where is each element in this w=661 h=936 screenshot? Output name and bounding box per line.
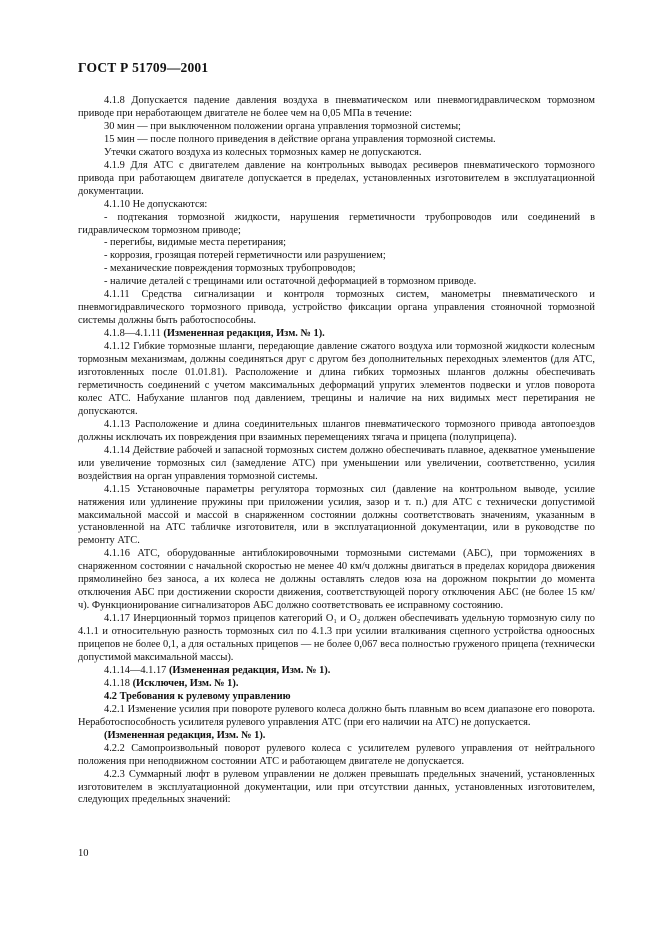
paragraph	[78, 289, 595, 328]
clause-text: (Измененная редакция, Изм. № 1).	[163, 328, 325, 340]
clause-number: 4.2.2	[104, 742, 125, 754]
clause-text: 15 мин — после полного приведения в действие органа управления тормозной системы.	[104, 133, 496, 145]
clause-number: 4.2	[104, 690, 117, 702]
paragraph	[78, 160, 595, 199]
clause-text: Утечки сжатого воздуха из колесных тормозных камер не допускаются.	[104, 146, 422, 158]
document-header: ГОСТ Р 51709—2001	[78, 60, 209, 75]
paragraph	[78, 95, 595, 121]
clause-text: Допускается падение давления воздуха в пневматическом или пневмогидравлическом тормозном приводе при неработающем двигателе не более чем на 0,05 МПа в течение:	[78, 95, 595, 119]
clause-text: Средства сигнализации и контроля тормозных систем, манометры пневматического и пневмогидравлического тормозного привода, устройство фиксации органа управления стояночной тормозной системы должны быть работоспособны.	[78, 289, 595, 327]
paragraph	[78, 147, 595, 160]
clause-number: 4.2.1	[104, 703, 125, 715]
clause-number: 4.1.12	[104, 341, 130, 353]
paragraph	[78, 704, 595, 730]
clause-text: 30 мин — при выключенном положении органа управления тормозной системы;	[104, 120, 461, 132]
clause-number: 4.1.15	[104, 483, 130, 495]
paragraph	[78, 665, 595, 678]
paragraph	[78, 445, 595, 484]
clause-text: Гибкие тормозные шланги, передающие давление сжатого воздуха или тормозной жидкости колесным тормозным механизмам, должны соединяться друг с другом без дополнительных переходных элементов (для АТС, изготовленных после 01.01.81). Расположение и длина гибких тормозных шлангов должны обеспечивать герметичность соединений с учетом максимальных деформаций упругих элементов подвески и углов поворота колес АТС. Набухание шлангов под давлением, трещины и наличие на них видимых мест перетирания не допускаются.	[78, 341, 596, 417]
paragraph	[78, 250, 595, 263]
paragraph	[78, 484, 595, 549]
paragraph	[78, 328, 595, 341]
clause-number: 4.1.16	[104, 548, 130, 560]
paragraph	[78, 613, 595, 665]
clause-number: 4.1.11	[104, 289, 130, 301]
clause-text: - наличие деталей с трещинами или остаточной деформацией в тормозном приводе.	[104, 276, 477, 288]
paragraph	[78, 769, 595, 808]
clause-text: - перегибы, видимые места перетирания;	[104, 237, 287, 249]
clause-text: Для АТС с двигателем давление на контрольных выводах ресиверов пневматического тормозного привода при работающем двигателе допускается в пределах, установленных изготовителем в эксплуатационной документации.	[78, 159, 595, 197]
clause-number: 4.1.14—4.1.17	[104, 664, 167, 676]
paragraph	[78, 341, 595, 419]
paragraph	[78, 199, 595, 212]
clause-text: Изменение усилия при повороте рулевого колеса должно быть плавным во всем диапазоне его поворота. Неработоспособность усилителя рулевого управления АТС (при его наличии на АТС) не допускается.	[78, 703, 595, 728]
clause-text: Требования к рулевому управлению	[119, 690, 291, 702]
paragraph	[78, 276, 595, 289]
clause-text: Самопроизвольный поворот рулевого колеса с усилителем рулевого управления от нейтрального положения при неподвижном состоянии АТС и работающем двигателе не допускается.	[78, 742, 595, 767]
clause-number: 4.2.3	[104, 768, 125, 780]
clause-number: 4.1.18	[104, 677, 130, 689]
page-number: 10	[78, 848, 89, 859]
clause-text: - коррозия, грозящая потерей герметичности или разрушением;	[104, 250, 386, 262]
clause-number: 4.1.8	[104, 95, 125, 106]
clause-text: АТС, оборудованные антиблокировочными тормозными системами (АБС), при торможениях в снаряженном состоянии с начальной скоростью не менее 40 км/ч должны двигаться в пределах коридора движения прямолинейно без заноса, а их колеса не должны оставлять следов юза на дорожном покрытии до момента отключения АБС при достижении скорости движения, соответствующей порогу отключения АБС (не более 15 км/ч). Функционирование сигнализаторов АБС должно соответствовать ее исправному состоянию.	[78, 548, 595, 612]
document-body	[78, 95, 595, 807]
paragraph	[78, 419, 595, 445]
paragraph	[78, 743, 595, 769]
paragraph	[78, 691, 595, 704]
clause-text: (Измененная редакция, Изм. № 1).	[168, 664, 331, 676]
paragraph	[78, 237, 595, 250]
clause-number: 4.1.13	[104, 418, 130, 430]
paragraph	[78, 730, 595, 743]
clause-text: Не допускаются:	[132, 198, 208, 210]
clause-text: Суммарный люфт в рулевом управлении не должен превышать предельных значений, установленных изготовителем в эксплуатационной документации, или при отсутствии данных, установленных изготовителем, следующих предельных значений:	[78, 768, 595, 806]
paragraph	[78, 134, 595, 147]
paragraph	[78, 212, 595, 238]
clause-number: 4.1.8—4.1.11	[104, 328, 161, 340]
clause-text: (Измененная редакция, Изм. № 1).	[104, 729, 266, 741]
clause-text: Действие рабочей и запасной тормозных систем должно обеспечивать плавное, адекватное уменьшение или увеличение тормозных сил (замедление АТС) при уменьшении или увеличении, соответственно, усилия воздействия на орган управления тормозной системы.	[78, 444, 595, 482]
clause-number: 4.1.10	[104, 198, 130, 210]
clause-number: 4.1.17	[104, 613, 130, 625]
paragraph	[78, 263, 595, 276]
clause-text: Установочные параметры регулятора тормозных сил (давление на контрольном выводе, усилие натяжения или удлинение пружины при приложении усилия, зазор и т. п.) для АТС с технически допустимой максимальной массой и массой в снаряженном состоянии должны соответствовать значениям, указанным в установленной на АТС табличке изготовителя, или в эксплуатационной документации, или в руководстве по ремонту АТС.	[78, 483, 595, 547]
clause-text: (Исключен, Изм. № 1).	[132, 677, 239, 689]
paragraph	[78, 121, 595, 134]
clause-text: Инерционный тормоз прицепов категорий O₁ и O₂ должен обеспечивать удельную тормозную силу по 4.1.1 и относительную разность тормозных сил по 4.1.3 при усилии вталкивания сцепного устройства одноосных прицепов не более 0,1, а для остальных прицепов — не более 0,067 веса полностью груженого прицепа (технически допустимой максимальной массы).	[78, 613, 595, 663]
paragraph	[78, 678, 595, 691]
clause-text: Расположение и длина соединительных шлангов пневматического тормозного привода автопоездов должны исключать их повреждения при взаимных перемещениях тягача и прицепа (полуприцепа).	[78, 418, 595, 443]
paragraph	[78, 548, 595, 613]
clause-text: - подтекания тормозной жидкости, нарушения герметичности трубопроводов или соединений в гидравлическом тормозном приводе;	[78, 211, 595, 236]
clause-number: 4.1.14	[104, 444, 130, 456]
clause-number: 4.1.9	[104, 159, 125, 171]
clause-text: - механические повреждения тормозных трубопроводов;	[104, 263, 356, 275]
